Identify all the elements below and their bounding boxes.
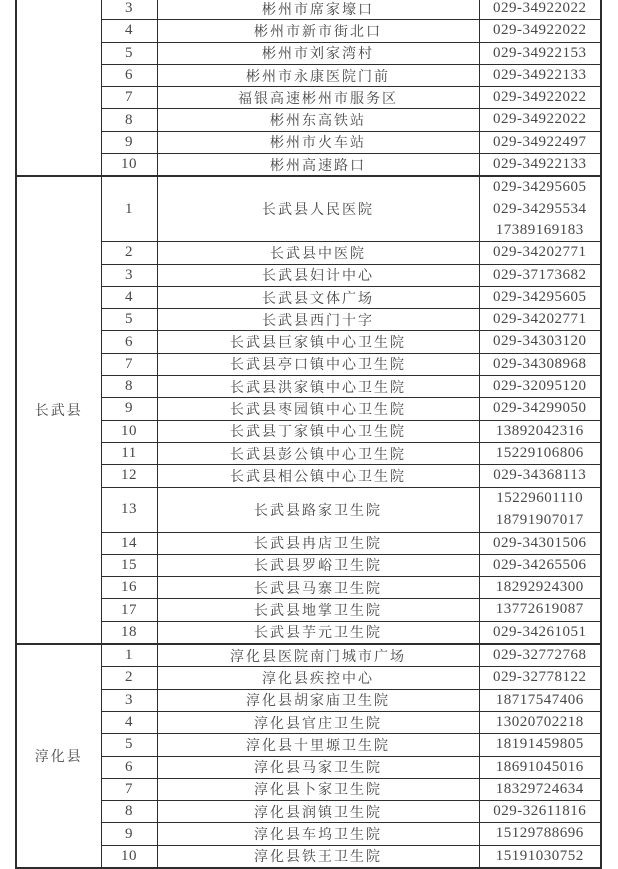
phone-cell: [479, 577, 601, 599]
phone-cell: [479, 689, 601, 711]
phone-number: 18191459805: [495, 736, 584, 753]
row-number-cell: 7: [101, 778, 157, 800]
row-number-cell: 16: [101, 577, 157, 599]
phone-number: 029-34295605: [493, 179, 587, 196]
phone-cell: [479, 465, 601, 487]
site-name-cell: 淳化县润镇卫生院: [157, 801, 479, 823]
testing-points-table: [15, 0, 602, 869]
site-name-cell: 长武县中医院: [157, 242, 479, 264]
table-row: [16, 309, 601, 331]
phone-cell: [479, 87, 601, 109]
site-name-cell: 彬州市永康医院门前: [157, 64, 479, 86]
row-number-cell: 18: [101, 621, 157, 644]
table-row: [16, 667, 601, 689]
table-row: [16, 264, 601, 286]
phone-number: 13020702218: [495, 713, 584, 730]
table-row: [16, 353, 601, 375]
phone-cell: [479, 20, 601, 42]
phone-number: 15229106806: [495, 444, 584, 461]
phone-number: 029-34922133: [493, 66, 587, 83]
region-label: 淳化县: [34, 750, 83, 765]
phone-cell: [479, 331, 601, 353]
phone-cell: [479, 376, 601, 398]
table-row: [16, 577, 601, 599]
phone-number: 029-34308968: [493, 355, 587, 372]
phone-cell: [479, 242, 601, 264]
phone-cell: [479, 0, 601, 20]
site-name-cell: 淳化县疾控中心: [157, 667, 479, 689]
row-number-cell: 9: [101, 131, 157, 153]
table-row: [16, 554, 601, 576]
table-row: [16, 154, 601, 177]
row-number-cell: 1: [101, 644, 157, 667]
site-name-cell: 长武县罗峪卫生院: [157, 554, 479, 576]
phone-number: 029-34922022: [493, 0, 587, 16]
site-name-cell: 长武县洪家镇中心卫生院: [157, 376, 479, 398]
row-number-cell: 3: [101, 0, 157, 20]
site-name-cell: 长武县彭公镇中心卫生院: [157, 442, 479, 464]
table-row: [16, 87, 601, 109]
phone-cell: [479, 420, 601, 442]
phone-cell: [479, 554, 601, 576]
table-row: [16, 442, 601, 464]
site-name-cell: 淳化县官庄卫生院: [157, 711, 479, 733]
row-number-cell: 10: [101, 845, 157, 868]
site-name-cell: 淳化县卜家卫生院: [157, 778, 479, 800]
site-name-cell: 长武县文体广场: [157, 286, 479, 308]
phone-number: 13892042316: [495, 422, 584, 439]
table-row: [16, 644, 601, 667]
row-number-cell: 2: [101, 667, 157, 689]
phone-number: 029-32095120: [493, 378, 587, 395]
phone-cell: [479, 532, 601, 554]
table-row: [16, 778, 601, 800]
phone-number: 029-34922133: [493, 156, 587, 173]
table-row: [16, 242, 601, 264]
site-name-cell: 淳化县铁王卫生院: [157, 845, 479, 868]
row-number-cell: 11: [101, 442, 157, 464]
phone-number: 17389169183: [495, 221, 584, 238]
table-row: [16, 689, 601, 711]
row-number-cell: 3: [101, 689, 157, 711]
site-name-cell: 彬州市火车站: [157, 131, 479, 153]
phone-cell: [479, 487, 601, 532]
table-row: [16, 176, 601, 241]
table-row: [16, 801, 601, 823]
site-name-cell: 长武县马寨卫生院: [157, 577, 479, 599]
row-number-cell: 4: [101, 711, 157, 733]
table-row: [16, 465, 601, 487]
phone-cell: [479, 131, 601, 153]
phone-cell: [479, 398, 601, 420]
row-number-cell: 13: [101, 487, 157, 532]
phone-cell: [479, 823, 601, 845]
phone-cell: [479, 353, 601, 375]
table-row: [16, 0, 601, 20]
table-row: [16, 823, 601, 845]
site-name-cell: 淳化县车坞卫生院: [157, 823, 479, 845]
phone-cell: [479, 845, 601, 868]
phone-cell: [479, 756, 601, 778]
phone-number: 15129788696: [495, 825, 584, 842]
row-number-cell: 5: [101, 309, 157, 331]
phone-number: 029-34922022: [493, 111, 587, 128]
phone-cell: [479, 42, 601, 64]
phone-number: 029-34368113: [493, 467, 587, 484]
table-row: [16, 331, 601, 353]
phone-cell: [479, 734, 601, 756]
phone-number: 18791907017: [495, 511, 584, 528]
row-number-cell: 10: [101, 420, 157, 442]
table-row: [16, 131, 601, 153]
phone-number: 029-32778122: [493, 669, 587, 686]
row-number-cell: 8: [101, 801, 157, 823]
phone-number: 18292924300: [495, 579, 584, 596]
table-row: [16, 109, 601, 131]
table-wrap: [15, 0, 600, 869]
site-name-cell: 淳化县医院南门城市广场: [157, 644, 479, 667]
phone-number: 029-34295605: [493, 288, 587, 305]
row-number-cell: 4: [101, 286, 157, 308]
phone-number: 029-34265506: [493, 556, 587, 573]
table-row: [16, 42, 601, 64]
row-number-cell: 1: [101, 176, 157, 241]
table-row: [16, 532, 601, 554]
site-name-cell: 长武县妇计中心: [157, 264, 479, 286]
site-name-cell: 彬州市席家壕口: [157, 0, 479, 20]
table-row: [16, 845, 601, 868]
phone-cell: [479, 154, 601, 177]
row-number-cell: 8: [101, 109, 157, 131]
row-number-cell: 6: [101, 756, 157, 778]
phone-number: 029-34295534: [493, 200, 587, 217]
phone-cell: [479, 176, 601, 241]
phone-number: 15229601110: [496, 490, 584, 507]
site-name-cell: 彬州高速路口: [157, 154, 479, 177]
phone-cell: [479, 64, 601, 86]
site-name-cell: 长武县相公镇中心卫生院: [157, 465, 479, 487]
table-row: [16, 621, 601, 644]
row-number-cell: 17: [101, 599, 157, 621]
row-number-cell: 5: [101, 734, 157, 756]
site-name-cell: 淳化县十里塬卫生院: [157, 734, 479, 756]
table-row: [16, 20, 601, 42]
site-name-cell: 长武县巨家镇中心卫生院: [157, 331, 479, 353]
phone-cell: [479, 109, 601, 131]
table-body: [16, 0, 601, 868]
phone-cell: [479, 621, 601, 644]
phone-cell: [479, 442, 601, 464]
row-number-cell: 7: [101, 87, 157, 109]
phone-number: 029-34261051: [493, 623, 587, 640]
row-number-cell: 12: [101, 465, 157, 487]
table-row: [16, 734, 601, 756]
phone-cell: [479, 264, 601, 286]
site-name-cell: 长武县路家卫生院: [157, 487, 479, 532]
phone-number: 13772619087: [495, 601, 584, 618]
table-row: [16, 376, 601, 398]
site-name-cell: 长武县枣园镇中心卫生院: [157, 398, 479, 420]
phone-number: 029-34301506: [493, 534, 587, 551]
row-number-cell: 15: [101, 554, 157, 576]
phone-number: 18717547406: [495, 691, 584, 708]
phone-number: 029-34299050: [493, 400, 587, 417]
region-cell: [16, 644, 101, 868]
row-number-cell: 4: [101, 20, 157, 42]
site-name-cell: 长武县人民医院: [157, 176, 479, 241]
phone-cell: [479, 667, 601, 689]
row-number-cell: 6: [101, 331, 157, 353]
table-row: [16, 420, 601, 442]
phone-number: 029-34303120: [493, 333, 587, 350]
table-row: [16, 756, 601, 778]
phone-cell: [479, 801, 601, 823]
site-name-cell: 彬州市新市街北口: [157, 20, 479, 42]
phone-number: 029-34922497: [493, 133, 587, 150]
row-number-cell: 9: [101, 398, 157, 420]
phone-number: 029-34922022: [493, 89, 587, 106]
site-name-cell: 长武县丁家镇中心卫生院: [157, 420, 479, 442]
site-name-cell: 长武县冉店卫生院: [157, 532, 479, 554]
row-number-cell: 14: [101, 532, 157, 554]
row-number-cell: 5: [101, 42, 157, 64]
phone-cell: [479, 778, 601, 800]
phone-cell: [479, 309, 601, 331]
row-number-cell: 9: [101, 823, 157, 845]
site-name-cell: 淳化县马家卫生院: [157, 756, 479, 778]
phone-cell: [479, 286, 601, 308]
table-row: [16, 487, 601, 532]
phone-number: 15191030752: [495, 847, 584, 864]
site-name-cell: 长武县亭口镇中心卫生院: [157, 353, 479, 375]
site-name-cell: 彬州市刘家湾村: [157, 42, 479, 64]
phone-number: 18691045016: [495, 758, 584, 775]
table-row: [16, 64, 601, 86]
site-name-cell: 淳化县胡家庙卫生院: [157, 689, 479, 711]
row-number-cell: 10: [101, 154, 157, 177]
row-number-cell: 7: [101, 353, 157, 375]
table-row: [16, 711, 601, 733]
phone-cell: [479, 599, 601, 621]
region-label: 长武县: [34, 404, 83, 420]
phone-cell: [479, 644, 601, 667]
phone-number: 029-34202771: [493, 244, 587, 261]
table-row: [16, 286, 601, 308]
site-name-cell: 长武县西门十字: [157, 309, 479, 331]
phone-number: 029-34922153: [493, 44, 587, 61]
row-number-cell: 2: [101, 242, 157, 264]
row-number-cell: 6: [101, 64, 157, 86]
phone-number: 029-34922022: [493, 22, 587, 39]
site-name-cell: 福银高速彬州市服务区: [157, 87, 479, 109]
phone-cell: [479, 711, 601, 733]
site-name-cell: 彬州东高铁站: [157, 109, 479, 131]
phone-number: 18329724634: [495, 780, 584, 797]
row-number-cell: 3: [101, 264, 157, 286]
region-cell: [16, 176, 101, 644]
table-row: [16, 599, 601, 621]
phone-number: 029-32772768: [493, 647, 587, 664]
site-name-cell: 长武县地掌卫生院: [157, 599, 479, 621]
phone-number: 029-37173682: [493, 266, 587, 283]
phone-number: 029-32611816: [493, 803, 587, 820]
region-cell: [16, 0, 101, 176]
phone-number: 029-34202771: [493, 311, 587, 328]
site-name-cell: 长武县芋元卫生院: [157, 621, 479, 644]
table-row: [16, 398, 601, 420]
row-number-cell: 8: [101, 376, 157, 398]
